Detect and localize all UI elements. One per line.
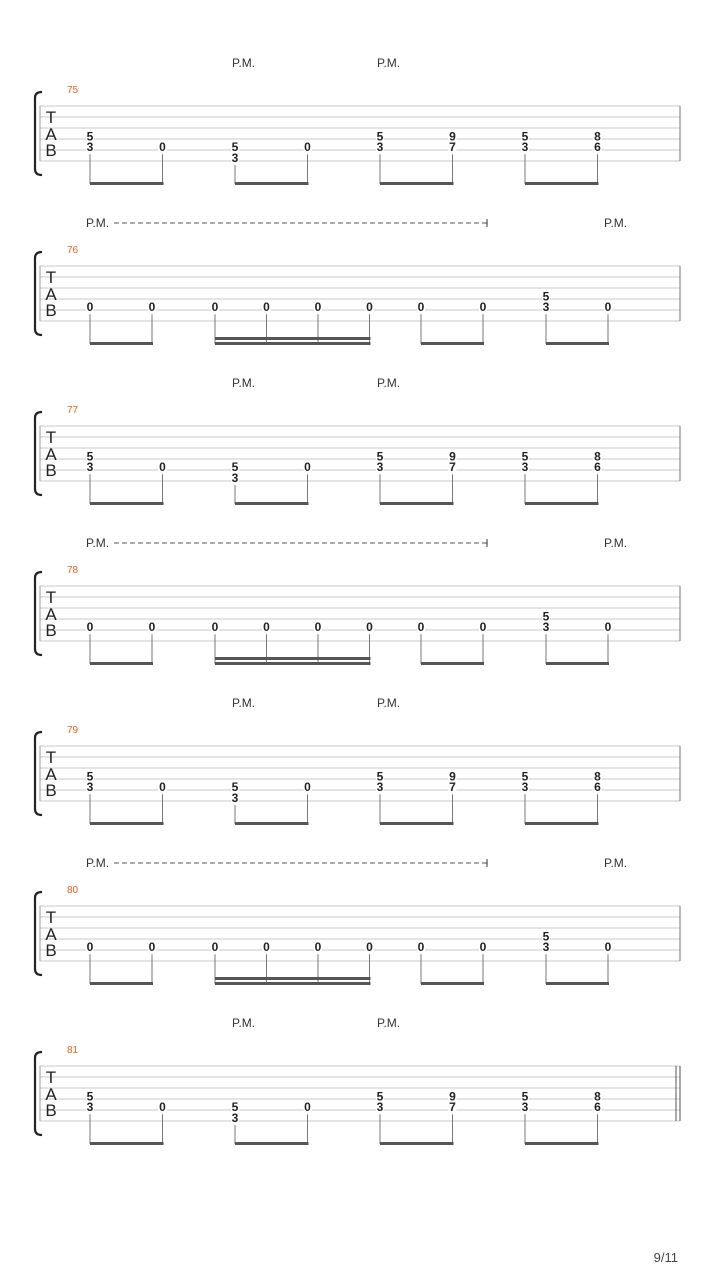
fret-number: 0	[604, 620, 612, 635]
fret-number: 9	[449, 1089, 456, 1104]
fret-number: 0	[479, 940, 487, 955]
fret-number: 0	[304, 140, 311, 155]
tab-clef-letter: T	[45, 908, 57, 927]
tab-clef-letter: A	[45, 445, 57, 464]
fret-number: 0	[263, 300, 270, 315]
tab-clef-letter: B	[45, 621, 57, 640]
beam	[525, 182, 599, 185]
fret-number: 0	[417, 940, 425, 955]
tab-clef-letter: B	[45, 781, 57, 800]
system-bracket	[35, 732, 42, 815]
fret-number: 3	[376, 460, 384, 475]
measure-number: 81	[67, 1045, 79, 1056]
fret-number: 8	[594, 769, 601, 784]
beam	[90, 982, 153, 985]
fret-number: 7	[449, 140, 456, 155]
fret-number: 7	[449, 460, 456, 475]
beam	[525, 502, 599, 505]
fret-number: 5	[86, 1089, 94, 1104]
fret-number: 3	[231, 470, 239, 485]
fret-number: 9	[449, 129, 456, 144]
fret-number: 5	[376, 769, 384, 784]
beam	[546, 982, 609, 985]
palm-mute-label: P.M.	[377, 376, 401, 390]
fret-number: 3	[542, 620, 550, 635]
beam	[90, 662, 153, 665]
measure-number: 80	[67, 885, 79, 896]
fret-number: 5	[231, 460, 239, 475]
tab-clef-letter: A	[45, 605, 57, 624]
beam	[380, 182, 454, 185]
tab-clef-letter: B	[45, 461, 57, 480]
fret-number: 0	[417, 300, 425, 315]
fret-number: 0	[304, 460, 311, 475]
tab-clef-letter: T	[45, 588, 57, 607]
fret-number: 0	[211, 620, 219, 635]
fret-number: 8	[594, 129, 601, 144]
fret-number: 8	[594, 1089, 601, 1104]
beam	[215, 982, 371, 985]
fret-number: 0	[604, 940, 612, 955]
palm-mute-label: P.M.	[232, 1016, 256, 1030]
fret-number: 0	[159, 780, 166, 795]
tab-clef-letter: T	[45, 268, 57, 287]
palm-mute-label: P.M.	[86, 856, 110, 870]
beam	[90, 822, 164, 825]
fret-number: 0	[211, 300, 219, 315]
measure-number: 77	[67, 405, 79, 416]
beam	[546, 342, 609, 345]
beam	[421, 342, 484, 345]
fret-number: 5	[376, 1089, 384, 1104]
tab-clef-letter: A	[45, 125, 57, 144]
fret-number: 3	[521, 780, 529, 795]
fret-number: 5	[86, 769, 94, 784]
fret-number: 5	[376, 129, 384, 144]
beam	[235, 502, 309, 505]
beam	[90, 502, 164, 505]
fret-number: 5	[231, 1100, 239, 1115]
fret-number: 6	[594, 140, 601, 155]
fret-number: 3	[521, 460, 529, 475]
tab-clef-letter: T	[45, 108, 57, 127]
beam	[380, 502, 454, 505]
beam	[380, 1142, 454, 1145]
system-bracket	[35, 572, 42, 655]
system-bracket	[35, 92, 42, 175]
palm-mute-label: P.M.	[232, 56, 256, 70]
beam	[525, 822, 599, 825]
beam	[421, 662, 484, 665]
fret-number: 6	[594, 1100, 601, 1115]
fret-number: 0	[417, 620, 425, 635]
fret-number: 3	[86, 140, 94, 155]
beam	[235, 822, 309, 825]
fret-number: 0	[304, 780, 311, 795]
system-bracket	[35, 252, 42, 335]
fret-number: 0	[366, 620, 373, 635]
fret-number: 9	[449, 449, 456, 464]
fret-number: 0	[366, 940, 373, 955]
fret-number: 0	[604, 300, 612, 315]
tab-system	[35, 696, 680, 825]
beam	[215, 337, 371, 340]
beam	[235, 1142, 309, 1145]
tab-clef-letter: B	[45, 1101, 57, 1120]
fret-number: 5	[542, 929, 550, 944]
system-bracket	[35, 1052, 42, 1135]
fret-number: 5	[521, 449, 529, 464]
fret-number: 5	[86, 449, 94, 464]
tab-system	[35, 536, 680, 665]
fret-number: 5	[231, 780, 239, 795]
system-bracket	[35, 412, 42, 495]
beam	[215, 977, 371, 980]
beam	[90, 342, 153, 345]
fret-number: 5	[542, 609, 550, 624]
fret-number: 0	[148, 940, 156, 955]
measure-number: 78	[67, 565, 79, 576]
fret-number: 0	[159, 1100, 166, 1115]
fret-number: 3	[231, 150, 239, 165]
fret-number: 5	[521, 769, 529, 784]
fret-number: 5	[521, 129, 529, 144]
palm-mute-label: P.M.	[86, 216, 110, 230]
palm-mute-label: P.M.	[604, 856, 628, 870]
tab-system	[35, 376, 680, 505]
tab-system	[35, 856, 680, 985]
fret-number: 0	[211, 940, 219, 955]
fret-number: 3	[521, 1100, 529, 1115]
beam	[235, 182, 309, 185]
fret-number: 0	[366, 300, 373, 315]
measure-number: 76	[67, 245, 79, 256]
fret-number: 9	[449, 769, 456, 784]
beam	[215, 657, 371, 660]
palm-mute-label: P.M.	[604, 216, 628, 230]
beam	[90, 182, 164, 185]
beam	[421, 982, 484, 985]
palm-mute-label: P.M.	[86, 536, 110, 550]
fret-number: 3	[376, 140, 384, 155]
beam	[215, 662, 371, 665]
beam	[525, 1142, 599, 1145]
system-bracket	[35, 892, 42, 975]
fret-number: 0	[86, 940, 94, 955]
fret-number: 3	[86, 780, 94, 795]
tab-clef-letter: A	[45, 1085, 57, 1104]
tab-system	[35, 1016, 680, 1145]
fret-number: 3	[376, 780, 384, 795]
fret-number: 6	[594, 460, 601, 475]
fret-number: 0	[479, 300, 487, 315]
fret-number: 0	[159, 460, 166, 475]
fret-number: 3	[542, 300, 550, 315]
tab-clef-letter: T	[45, 1068, 57, 1087]
palm-mute-label: P.M.	[377, 696, 401, 710]
tab-clef-letter: T	[45, 748, 57, 767]
tab-clef-letter: A	[45, 925, 57, 944]
fret-number: 3	[86, 1100, 94, 1115]
fret-number: 0	[263, 940, 270, 955]
fret-number: 0	[304, 1100, 311, 1115]
beam	[90, 1142, 164, 1145]
beam	[546, 662, 609, 665]
fret-number: 3	[231, 790, 239, 805]
measure-number: 75	[67, 85, 79, 96]
palm-mute-label: P.M.	[604, 536, 628, 550]
fret-number: 3	[376, 1100, 384, 1115]
measure-number: 79	[67, 725, 79, 736]
palm-mute-label: P.M.	[232, 696, 256, 710]
tab-clef-letter: B	[45, 301, 57, 320]
tab-system	[35, 216, 680, 345]
palm-mute-label: P.M.	[377, 56, 401, 70]
fret-number: 0	[314, 300, 322, 315]
fret-number: 0	[86, 300, 94, 315]
fret-number: 0	[148, 620, 156, 635]
fret-number: 0	[314, 940, 322, 955]
fret-number: 5	[376, 449, 384, 464]
fret-number: 3	[542, 940, 550, 955]
fret-number: 3	[521, 140, 529, 155]
tab-system	[35, 56, 680, 185]
palm-mute-label: P.M.	[377, 1016, 401, 1030]
tab-clef-letter: B	[45, 941, 57, 960]
page-number: 9/11	[653, 1250, 678, 1265]
fret-number: 0	[148, 300, 156, 315]
fret-number: 7	[449, 780, 456, 795]
beam	[380, 822, 454, 825]
fret-number: 8	[594, 449, 601, 464]
fret-number: 6	[594, 780, 601, 795]
fret-number: 5	[542, 289, 550, 304]
fret-number: 3	[86, 460, 94, 475]
tab-clef-letter: T	[45, 428, 57, 447]
fret-number: 5	[86, 129, 94, 144]
beam	[215, 342, 371, 345]
fret-number: 7	[449, 1100, 456, 1115]
fret-number: 3	[231, 1110, 239, 1125]
fret-number: 0	[159, 140, 166, 155]
tab-clef-letter: A	[45, 765, 57, 784]
fret-number: 5	[231, 140, 239, 155]
fret-number: 0	[86, 620, 94, 635]
tab-clef-letter: B	[45, 141, 57, 160]
fret-number: 0	[263, 620, 270, 635]
tab-clef-letter: A	[45, 285, 57, 304]
fret-number: 0	[314, 620, 322, 635]
fret-number: 5	[521, 1089, 529, 1104]
fret-number: 0	[479, 620, 487, 635]
palm-mute-label: P.M.	[232, 376, 256, 390]
